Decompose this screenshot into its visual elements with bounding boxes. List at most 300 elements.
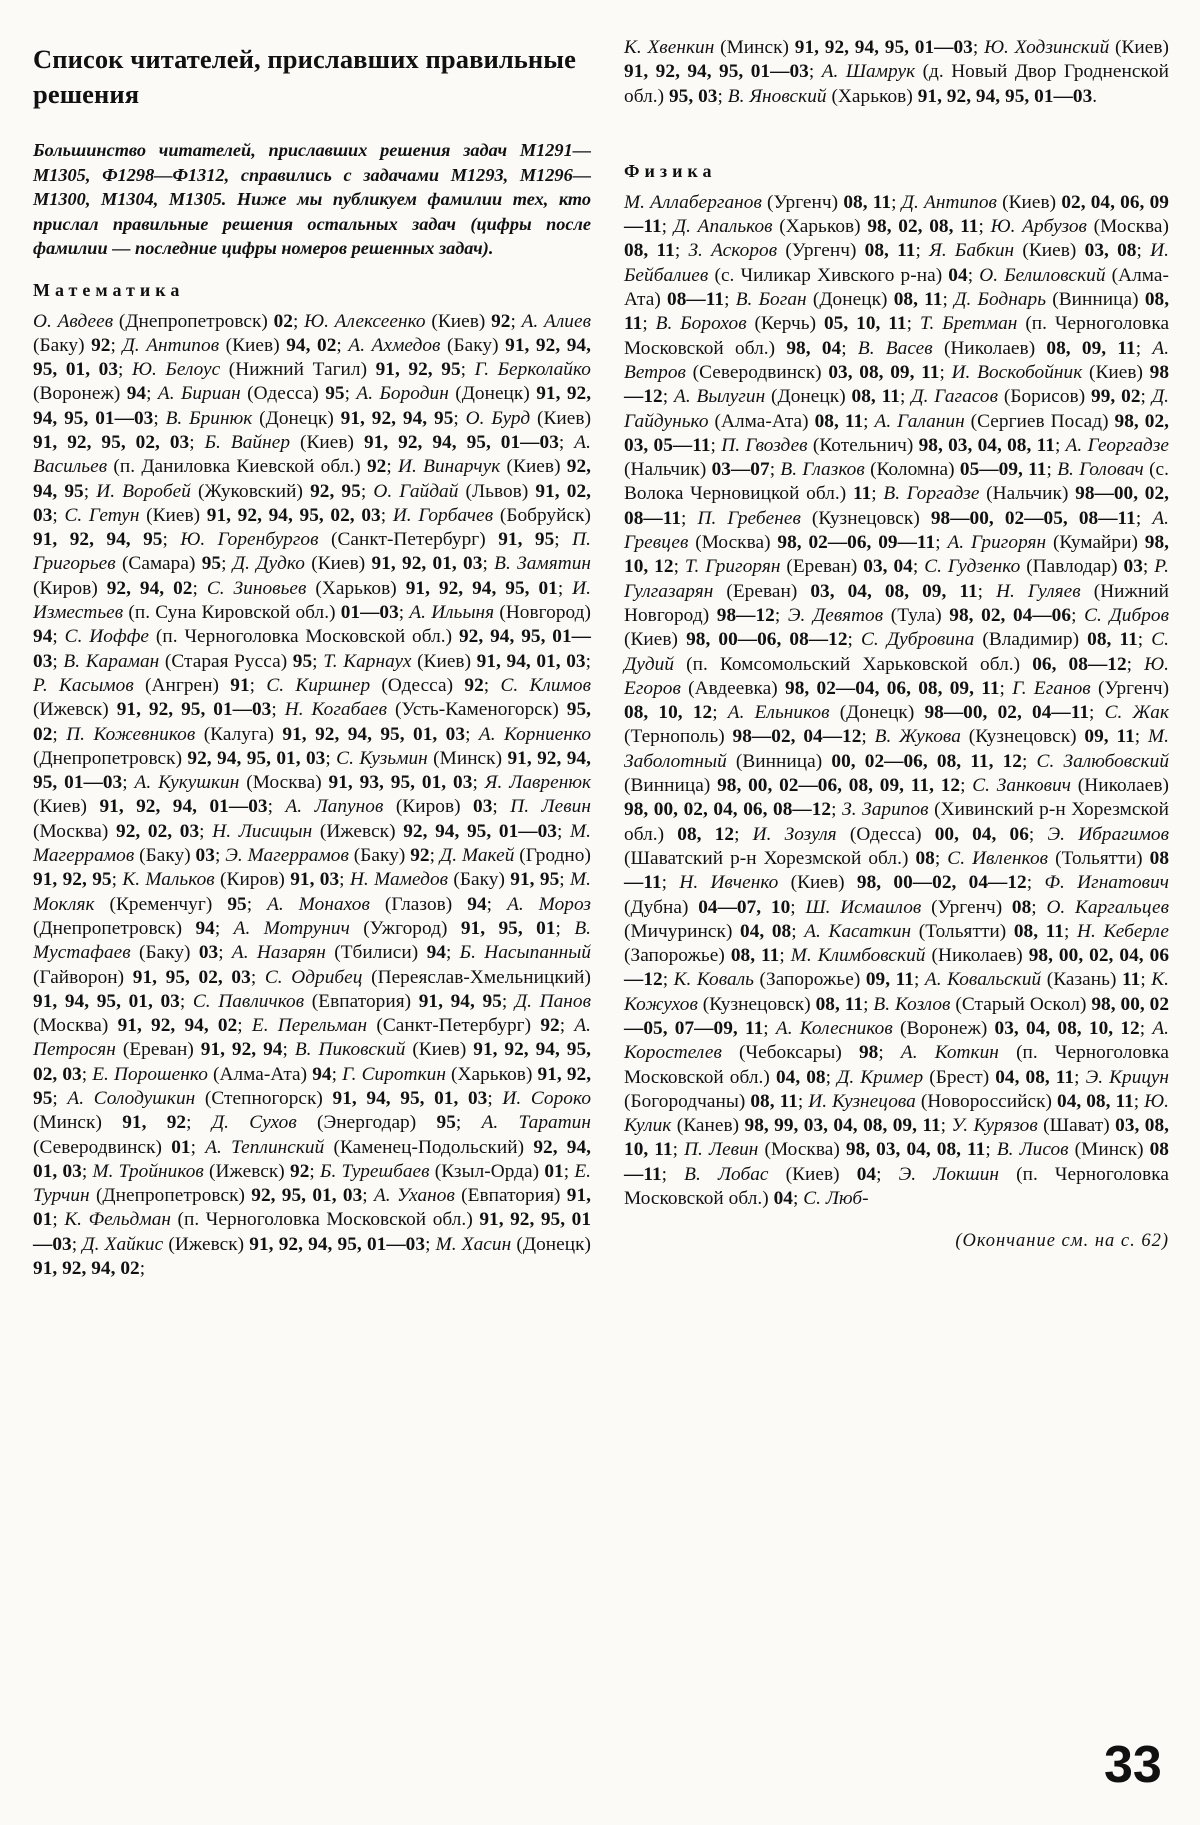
reader-entry: А. Колесников (Воронеж) 03, 04, 08, 10, 12; bbox=[775, 1017, 1153, 1039]
reader-name: С. Климов bbox=[500, 674, 591, 696]
reader-city: Ижевск bbox=[326, 820, 390, 842]
reader-name: Т. Бретман bbox=[919, 313, 1018, 335]
reader-city: Харьков bbox=[321, 577, 391, 599]
reader-name: Б. Насыпанный bbox=[459, 942, 592, 964]
reader-numbers: 91, 92, 94, 01—03 bbox=[99, 796, 268, 818]
reader-city: Санкт-Петербург bbox=[337, 529, 480, 551]
reader-entry: Д. Антипов (Киев) 02, 04, 06, 09—11; bbox=[624, 191, 1169, 238]
reader-entry: Т. Григорян (Ереван) 03, 04; bbox=[684, 556, 925, 578]
reader-city: Одесса bbox=[387, 674, 447, 696]
reader-name: В. Лисов bbox=[996, 1139, 1069, 1161]
right-column bbox=[624, 30, 1169, 1252]
reader-numbers: 09, 11 bbox=[1084, 726, 1135, 748]
reader-numbers: 08, 11 bbox=[893, 289, 943, 311]
reader-city: Борисов bbox=[1010, 386, 1079, 408]
reader-name-partial: С. Люб- bbox=[803, 1188, 869, 1210]
reader-numbers: 01 bbox=[171, 1136, 191, 1158]
reader-name: С. Гудзенко bbox=[924, 556, 1021, 578]
reader-numbers: 91, 92, 94, 95, 01—03 bbox=[624, 61, 809, 83]
reader-city: Баку bbox=[39, 334, 79, 356]
reader-numbers: 04 bbox=[948, 264, 968, 286]
reader-name: А. Коткин bbox=[900, 1042, 999, 1064]
reader-entry: Ш. Исмаилов (Ургенч) 08; bbox=[805, 896, 1047, 918]
reader-entry: В. Васев (Николаев) 08, 09, 11; bbox=[857, 337, 1153, 359]
reader-entry: И. Воскобойник (Киев) 98—12; bbox=[624, 361, 1170, 408]
reader-entry: С. Дубровина (Владимир) 08, 11; bbox=[860, 629, 1152, 651]
reader-entry: П. Левин (Москва) 92, 02, 03; bbox=[33, 796, 591, 842]
reader-name: Н. Ивченко bbox=[679, 872, 779, 894]
reader-city: Москва bbox=[1100, 216, 1163, 238]
reader-city: Николаев bbox=[950, 337, 1029, 359]
reader-city: п. Черноголовка Московской обл. bbox=[624, 313, 1170, 359]
reader-entry: А. Назарян (Тбилиси) 94; bbox=[231, 942, 460, 964]
reader-entry: С. Гудзенко (Павлодар) 03; bbox=[924, 556, 1155, 578]
reader-entry: М. Мокляк (Кременчуг) 95; bbox=[33, 869, 592, 915]
reader-numbers: 91, 95 bbox=[510, 869, 560, 891]
reader-city: Ереван bbox=[792, 556, 851, 578]
reader-numbers: 98, 10, 12 bbox=[624, 532, 1170, 578]
reader-entry: Ю. Белоус (Нижний Тагил) 91, 92, 95; bbox=[132, 359, 475, 381]
reader-name: З. Зарипов bbox=[842, 799, 929, 821]
reader-numbers: 08, 10, 12 bbox=[624, 702, 713, 724]
reader-city: Нальчик bbox=[992, 483, 1062, 505]
reader-name: П. Левин bbox=[510, 796, 591, 818]
reader-entry: М. Тройников (Ижевск) 92; bbox=[92, 1160, 321, 1182]
reader-numbers: 95 bbox=[292, 650, 313, 672]
reader-city: Каменец-Подольский bbox=[340, 1136, 518, 1158]
reader-entry: А. Бириан (Одесса) 95; bbox=[157, 383, 357, 405]
reader-name: Д. Апальков bbox=[673, 216, 773, 238]
reader-city: Киев bbox=[418, 1039, 460, 1061]
continuation-note: (Окончание см. на с. 62) bbox=[955, 1231, 1169, 1252]
reader-entry: Э. Локшин (п. Черноголовка Московской обл.) 04; bbox=[624, 1163, 1170, 1210]
reader-name: А. Лапунов bbox=[285, 796, 384, 818]
reader-city: Днепропетровск bbox=[39, 747, 176, 769]
reader-name: А. Колесников bbox=[775, 1017, 893, 1039]
reader-numbers: 94, 02 bbox=[286, 334, 337, 356]
reader-name: И. Воробей bbox=[96, 480, 191, 502]
reader-numbers: 08, 12 bbox=[677, 823, 735, 845]
reader-numbers: 92 bbox=[410, 845, 430, 867]
reader-entry: П. Гвоздев (Котельнич) 98, 03, 04, 08, 11; bbox=[721, 434, 1066, 456]
reader-name: М. Аллаберганов bbox=[624, 191, 762, 213]
reader-entry: К. Хвенкин (Минск) 91, 92, 94, 95, 01—03; bbox=[624, 37, 985, 58]
reader-name: С. Гетун bbox=[64, 504, 140, 526]
reader-city: п. Черноголовка Московской обл. bbox=[162, 626, 446, 648]
reader-city: Ургенч bbox=[1104, 677, 1163, 699]
reader-numbers: 98—02, 04—12 bbox=[732, 726, 862, 748]
reader-entry: В. Глазков (Коломна) 05—09, 11; bbox=[780, 459, 1058, 481]
reader-name: С. Иоффе bbox=[64, 626, 150, 648]
reader-name: В. Головач bbox=[1057, 459, 1144, 481]
reader-entry: А. Гревцев (Москва) 98, 02—06, 09—11; bbox=[624, 507, 1170, 554]
reader-numbers: 92, 94, 95, 01—03 bbox=[33, 626, 592, 672]
reader-name: М. Климбовский bbox=[790, 945, 926, 967]
reader-numbers: 08, 11 bbox=[843, 191, 892, 213]
reader-numbers: 91, 93, 95, 01, 03 bbox=[328, 772, 473, 794]
reader-name: И. Зозуля bbox=[752, 823, 837, 845]
reader-name: А. Мотрунич bbox=[233, 917, 350, 939]
reader-city: п. Черноголовка Московской обл. bbox=[184, 1209, 467, 1231]
reader-name: Е. Перельман bbox=[251, 1015, 368, 1037]
reader-numbers: 98—00, 02—05, 08—11 bbox=[930, 507, 1136, 529]
reader-entry: А. Георгадзе (Нальчик) 03—07; bbox=[624, 434, 1169, 481]
reader-name: А. Мороз bbox=[507, 893, 591, 915]
reader-entry: А. Ковальский (Казань) 11; bbox=[924, 969, 1152, 991]
reader-numbers: 94 bbox=[467, 893, 487, 915]
reader-name: А. Шамрук bbox=[821, 61, 916, 83]
reader-numbers: 94 bbox=[33, 626, 53, 648]
reader-name: П. Кожевников bbox=[66, 723, 196, 745]
reader-name: Ю. Арбузов bbox=[990, 216, 1087, 238]
reader-numbers: 03 bbox=[195, 845, 215, 867]
reader-city: Старый Оскол bbox=[961, 993, 1080, 1015]
reader-city: Северодвинск bbox=[39, 1136, 156, 1158]
reader-entry: В. Головач (с. Волока Черновицкой обл.) 11; bbox=[624, 459, 1170, 505]
reader-entry: С. Гетун (Киев) 91, 92, 94, 95, 02, 03; bbox=[64, 504, 393, 526]
reader-city: Винница bbox=[630, 775, 704, 797]
reader-name: В. Лобас bbox=[684, 1163, 769, 1185]
intro-paragraph: Большинство читателей, приславших решения задач М1291—М1305, Ф1298—Ф1312, справились с задачами М1293, М1296—М1300, М1304, М1305. Ниже мы публикуем фамилии тех, кто прислал правильные решения остальных задач (цифры после фамилии — последние цифры номеров решенных задач). bbox=[33, 140, 591, 258]
reader-name: А. Петросян bbox=[33, 1015, 592, 1061]
reader-numbers: 08, 11 bbox=[1087, 629, 1138, 651]
reader-entry: П. Гребенев (Кузнецовск) 98—00, 02—05, 08—11; bbox=[697, 507, 1153, 529]
reader-numbers: 91, 92, 94, 95, 01—03 bbox=[917, 85, 1093, 107]
reader-city: Санкт-Петербург bbox=[382, 1015, 525, 1037]
reader-entry: И. Изместьев (п. Суна Кировской обл.) 01—03; bbox=[33, 577, 592, 624]
reader-name: С. Жак bbox=[1104, 702, 1170, 724]
reader-city: д. Новый Двор Гродненской обл. bbox=[624, 61, 1169, 107]
reader-name: В. Пиковский bbox=[294, 1039, 406, 1061]
reader-city: Киев bbox=[797, 872, 839, 894]
reader-numbers: 08, 11 bbox=[851, 386, 900, 408]
reader-numbers: 98—00, 02, 04—11 bbox=[924, 702, 1090, 724]
reader-numbers: 91, 95 bbox=[498, 529, 555, 551]
reader-entry: И. Винарчук (Киев) 92, 94, 95; bbox=[33, 456, 592, 502]
reader-name: А. Ахмедов bbox=[348, 334, 441, 356]
reader-city: Донецк bbox=[846, 702, 908, 724]
reader-city: Днепропетровск bbox=[39, 917, 176, 939]
reader-city: Шават bbox=[1049, 1115, 1104, 1137]
reader-numbers: 08—11 bbox=[624, 847, 1170, 894]
reader-numbers: 95 bbox=[201, 553, 222, 575]
reader-name: А. Георгадзе bbox=[1065, 434, 1169, 456]
reader-numbers: 98, 99, 03, 04, 08, 09, 11 bbox=[744, 1115, 941, 1137]
reader-numbers: 98, 00—06, 08—12 bbox=[686, 629, 848, 651]
reader-entry: В. Боган (Донецк) 08, 11; bbox=[735, 289, 955, 311]
reader-city: п. Даниловка Киевской обл. bbox=[119, 456, 355, 478]
reader-name: В. Горгадзе bbox=[883, 483, 980, 505]
reader-name: С. Павличков bbox=[192, 990, 305, 1012]
reader-city: Днепропетровск bbox=[102, 1185, 239, 1207]
reader-city: Ереван bbox=[732, 580, 791, 602]
reader-city: Киев bbox=[792, 1163, 834, 1185]
reader-numbers: 04, 08, 11 bbox=[995, 1066, 1075, 1088]
reader-city: Минск bbox=[726, 37, 783, 58]
reader-city: Хивинский р-н Хорезмской обл. bbox=[624, 799, 1169, 845]
reader-city: Канев bbox=[683, 1115, 733, 1137]
reader-entry: И. Горбачев (Бобруйск) 91, 92, 94, 95; bbox=[33, 504, 592, 551]
reader-name: Э. Локшин bbox=[898, 1163, 1000, 1185]
reader-entry: Ю. Ходзинский (Киев) 91, 92, 94, 95, 01—03; bbox=[624, 37, 1170, 83]
reader-name: И. Кузнецова bbox=[808, 1090, 916, 1112]
reader-city: Тула bbox=[897, 604, 936, 626]
reader-name: Д. Хайкис bbox=[82, 1233, 164, 1255]
reader-entry: В. Горгадзе (Нальчик) 98—00, 02, 08—11; bbox=[624, 483, 1170, 529]
reader-numbers: 91, 92, 94, 95, 01—03 bbox=[249, 1233, 426, 1255]
reader-numbers: 94 bbox=[195, 917, 215, 939]
reader-numbers: 08, 11 bbox=[815, 993, 864, 1015]
reader-name: Б. Турешбаев bbox=[320, 1160, 430, 1182]
reader-numbers: 98, 02, 04—06 bbox=[949, 604, 1072, 626]
reader-numbers: 03, 08, 09, 11 bbox=[828, 361, 940, 383]
reader-numbers: 98, 03, 04, 08, 11 bbox=[845, 1139, 986, 1161]
reader-entry: В. Бринюк (Донецк) 91, 92, 94, 95; bbox=[165, 407, 466, 429]
reader-city: с. Волока Черновицкой обл. bbox=[624, 459, 1170, 505]
reader-numbers: 03, 08 bbox=[1084, 240, 1137, 262]
reader-name: С. Зиновьев bbox=[206, 577, 307, 599]
reader-city: Москва bbox=[252, 772, 316, 794]
reader-numbers: 91, 03 bbox=[290, 869, 340, 891]
reader-numbers: 98, 00, 02, 04, 06—12 bbox=[624, 945, 1170, 991]
reader-city: Новгород bbox=[505, 602, 585, 624]
reader-name: М. Хасин bbox=[435, 1233, 512, 1255]
reader-name: Д. Макей bbox=[439, 845, 515, 867]
reader-city: Ижевск bbox=[39, 699, 103, 721]
reader-city: Кузнецовск bbox=[975, 726, 1071, 748]
reader-numbers: 03, 08, 10, 11 bbox=[624, 1115, 1170, 1161]
reader-city: Ургенч bbox=[937, 896, 996, 918]
reader-numbers: 91, 94, 01, 03 bbox=[476, 650, 586, 672]
reader-numbers: 98, 00, 02, 04, 06, 08—12 bbox=[624, 799, 832, 821]
reader-entry: А. Галанин (Сергиев Посад) 98, 02, 03, 05—11; bbox=[624, 410, 1170, 456]
reader-entry: Н. Ивченко (Киев) 98, 00—02, 04—12; bbox=[679, 872, 1045, 894]
reader-numbers: 00, 02—06, 08, 11, 12 bbox=[831, 750, 1022, 772]
reader-numbers: 03 bbox=[473, 796, 493, 818]
reader-numbers: 01—03 bbox=[340, 602, 399, 624]
math-list-continued bbox=[624, 36, 1169, 109]
reader-city: Жуковский bbox=[204, 480, 297, 502]
reader-name: Я. Лавренюк bbox=[484, 772, 592, 794]
reader-entry: Ю. Егоров (Авдеевка) 98, 02—04, 06, 08, 09, 11; bbox=[624, 653, 1169, 699]
reader-city: Тернополь bbox=[630, 726, 719, 748]
reader-entry: П. Григорьев (Самара) 95; bbox=[33, 529, 592, 575]
reader-city: Ижевск bbox=[215, 1160, 279, 1182]
reader-name: М. Заболотный bbox=[624, 726, 1169, 772]
reader-name: С. Дибров bbox=[1084, 604, 1170, 626]
reader-entry: К. Фельдман (п. Черноголовка Московской обл.) 91, 92, 95, 01—03; bbox=[33, 1209, 592, 1255]
reader-city: Киев bbox=[1028, 240, 1070, 262]
reader-entry: Э. Ибрагимов (Шаватский р-н Хорезмской обл.) 08; bbox=[624, 823, 1170, 869]
reader-numbers: 98—00, 02, 08—11 bbox=[624, 483, 1170, 529]
reader-city: Кременчуг bbox=[116, 893, 206, 915]
reader-entry: В. Козлов (Старый Оскол) 98, 00, 02—05, 07—09, 11; bbox=[624, 993, 1170, 1039]
reader-numbers: 91, 94, 95 bbox=[418, 990, 502, 1012]
reader-entry: М. Климбовский (Николаев) 98, 00, 02, 04, 06—12; bbox=[624, 945, 1170, 991]
reader-name: С. Дубровина bbox=[860, 629, 975, 651]
reader-name: Д. Кример bbox=[837, 1066, 924, 1088]
math-list bbox=[33, 310, 591, 1282]
reader-city: Казань bbox=[1053, 969, 1110, 991]
reader-numbers: 91, 92, 95, 01—03 bbox=[116, 699, 272, 721]
reader-name: В. Боган bbox=[735, 289, 807, 311]
reader-entry: А. Кукушкин (Москва) 91, 93, 95, 01, 03; bbox=[134, 772, 485, 794]
reader-city: Киров bbox=[39, 577, 92, 599]
reader-name: А. Галанин bbox=[874, 410, 965, 432]
reader-numbers: 06, 08—12 bbox=[1032, 653, 1127, 675]
reader-entry: М. Хасин (Донецк) 91, 92, 94, 02; bbox=[33, 1233, 592, 1280]
reader-numbers: 04—07, 10 bbox=[698, 896, 791, 918]
reader-entry: К. Коваль (Запорожье) 09, 11; bbox=[673, 969, 925, 991]
reader-name: А. Корниенко bbox=[478, 723, 592, 745]
reader-entry: А. Лапунов (Киров) 03; bbox=[285, 796, 511, 818]
reader-entry: Б. Турешбаев (Кзыл-Орда) 01; bbox=[320, 1160, 575, 1182]
reader-name: Э. Девятов bbox=[787, 604, 884, 626]
reader-name: Ю. Егоров bbox=[624, 653, 1169, 699]
reader-name: А. Ельников bbox=[727, 702, 830, 724]
reader-name: С. Занкович bbox=[972, 775, 1072, 797]
reader-name: А. Монахов bbox=[267, 893, 370, 915]
reader-city: Степногорск bbox=[211, 1088, 317, 1109]
reader-city: Харьков bbox=[457, 1063, 526, 1085]
reader-city: Ангрен bbox=[151, 674, 213, 696]
reader-city: Нижний Новгород bbox=[624, 580, 1170, 626]
reader-name: М. Тройников bbox=[92, 1160, 204, 1182]
reader-entry: А. Ветров (Северодвинск) 03, 08, 09, 11; bbox=[624, 337, 1170, 383]
reader-numbers: 95, 03 bbox=[668, 85, 718, 107]
reader-name: З. Аскоров bbox=[688, 240, 778, 262]
reader-city: Шаватский р-н Хорезмской обл. bbox=[630, 847, 902, 869]
reader-entry: О. Каргальцев (Мичуринск) 04, 08; bbox=[624, 896, 1170, 942]
reader-name: В. Васев bbox=[857, 337, 933, 359]
reader-entry: С. Одрибец (Переяслав-Хмельницкий) 91, 94, 95, 01, 03; bbox=[33, 966, 591, 1012]
reader-numbers: 04, 08 bbox=[740, 920, 792, 942]
reader-numbers: 91, 02, 03 bbox=[33, 480, 592, 526]
reader-numbers: 94 bbox=[312, 1063, 332, 1085]
reader-entry: Т. Карнаух (Киев) 91, 94, 01, 03; bbox=[323, 650, 592, 672]
reader-name: Э. Ибрагимов bbox=[1047, 823, 1170, 845]
reader-name: Ю. Алексеенко bbox=[304, 310, 426, 332]
article-title: Список читателей, приславших правильные решения bbox=[33, 44, 576, 109]
reader-city: Николаев bbox=[1084, 775, 1163, 797]
reader-city: Усть-Каменогорск bbox=[401, 699, 553, 721]
reader-numbers: 11 bbox=[852, 483, 872, 505]
reader-numbers: 91, 92 bbox=[122, 1112, 187, 1134]
reader-name: Д. Панов bbox=[514, 990, 592, 1012]
reader-entry: С. Дибров (Киев) 98, 00—06, 08—12; bbox=[624, 604, 1170, 651]
reader-city: Кузнецовск bbox=[818, 507, 914, 529]
reader-city: Запорожье bbox=[630, 945, 719, 967]
reader-numbers: 04, 08 bbox=[775, 1066, 826, 1088]
reader-numbers: 91, 94, 95, 01, 03 bbox=[33, 990, 180, 1012]
reader-entry: Я. Лавренюк (Киев) 91, 92, 94, 01—03; bbox=[33, 772, 592, 818]
reader-entry: В. Яновский (Харьков) 91, 92, 94, 95, 01—03. bbox=[727, 85, 1098, 107]
reader-numbers: 08—11 bbox=[624, 1139, 1169, 1185]
reader-city: Авдеевка bbox=[694, 677, 772, 699]
reader-city: Минск bbox=[439, 747, 496, 769]
reader-entry: А. Григорян (Кумайри) 98, 10, 12; bbox=[624, 532, 1170, 578]
reader-entry: Ю. Арбузов (Москва) 08, 11; bbox=[624, 216, 1170, 262]
reader-numbers: 91, 92, 95 bbox=[33, 869, 112, 891]
reader-numbers: 91, 92, 94, 95, 01—03 bbox=[33, 747, 591, 794]
reader-entry: Д. Макей (Гродно) 91, 92, 95; bbox=[33, 845, 591, 891]
reader-name: М. Мокляк bbox=[33, 869, 592, 915]
reader-name: К. Мальков bbox=[122, 869, 215, 891]
reader-name: С. Залюбовский bbox=[1036, 750, 1170, 772]
reader-city: Коломна bbox=[876, 459, 949, 481]
reader-numbers: 94 bbox=[426, 942, 446, 964]
reader-numbers: 91, 92, 94, 95, 01, 03 bbox=[33, 334, 591, 381]
reader-name: И. Изместьев bbox=[33, 577, 592, 624]
reader-city: Котельнич bbox=[819, 434, 907, 456]
reader-name: Р. Гулгазарян bbox=[624, 556, 1170, 602]
reader-city: Баку bbox=[145, 942, 185, 964]
reader-city: п. Черноголовка Московской обл. bbox=[624, 1042, 1170, 1088]
reader-name: О. Белиловский bbox=[979, 264, 1106, 286]
reader-entry: Д. Дудко (Киев) 91, 92, 01, 03; bbox=[232, 553, 495, 575]
reader-city: Северодвинск bbox=[699, 361, 816, 383]
reader-name: О. Каргальцев bbox=[1046, 896, 1170, 918]
reader-city: Киев bbox=[317, 553, 359, 575]
reader-name: В. Замятин bbox=[494, 553, 592, 575]
physics-list bbox=[624, 191, 1169, 1211]
reader-name: Ф. Игнатович bbox=[1044, 872, 1170, 894]
reader-city: Брест bbox=[935, 1066, 983, 1088]
reader-name: А. Касаткин bbox=[804, 920, 912, 942]
reader-city: Павлодар bbox=[1032, 556, 1112, 578]
reader-entry: С. Дудий (п. Комсомольский Харьковской обл.) 06, 08—12; bbox=[624, 629, 1170, 675]
reader-entry: Г. Берколайко (Воронеж) 94; bbox=[33, 359, 591, 405]
reader-numbers: 91, 92, 95, 01—03 bbox=[33, 1209, 592, 1255]
reader-name: Д. Антипов bbox=[901, 191, 997, 213]
reader-entry: Ю. Алексеенко (Киев) 92; bbox=[304, 310, 522, 332]
reader-entry: Э. Девятов (Тула) 98, 02, 04—06; bbox=[787, 604, 1085, 626]
section-heading-physics: Физика bbox=[624, 160, 717, 181]
reader-entry: В. Лобас (Киев) 04; bbox=[684, 1163, 899, 1185]
reader-entry: Д. Апальков (Харьков) 98, 02, 08, 11; bbox=[673, 216, 991, 238]
reader-numbers: 98—12 bbox=[624, 361, 1170, 408]
reader-city: Гайворон bbox=[39, 966, 118, 988]
reader-numbers: 98, 00, 02—05, 07—09, 11 bbox=[624, 993, 1170, 1039]
reader-name: Ш. Исмаилов bbox=[805, 896, 922, 918]
reader-city: Алма-Ата bbox=[219, 1063, 301, 1085]
reader-city: Днепропетровск bbox=[125, 310, 262, 332]
reader-numbers: 91, 92, 94, 95, 01—03 bbox=[794, 37, 973, 58]
reader-city: Тольятти bbox=[1061, 847, 1137, 869]
reader-numbers: 04 bbox=[856, 1163, 877, 1185]
reader-numbers: 92 bbox=[91, 334, 111, 356]
reader-name: А. Коростелев bbox=[624, 1017, 1170, 1064]
reader-entry: Р. Касымов (Ангрен) 91; bbox=[33, 674, 267, 696]
reader-name: В. Глазков bbox=[780, 459, 865, 481]
reader-numbers: 91, 92, 95 bbox=[375, 359, 461, 381]
reader-numbers: 91, 92, 94, 95, 01, 03 bbox=[282, 723, 466, 745]
reader-numbers: 91, 01 bbox=[33, 1185, 592, 1231]
reader-entry: И. Бейбалиев (с. Чиликар Хивского р-на) 04; bbox=[624, 240, 1169, 286]
reader-entry: Д. Боднарь (Винница) 08, 11; bbox=[624, 289, 1170, 335]
reader-city: Алма-Ата bbox=[720, 410, 803, 432]
reader-entry: Д. Кример (Брест) 04, 08, 11; bbox=[837, 1066, 1086, 1088]
reader-name: О. Гайдай bbox=[373, 480, 459, 502]
reader-name: А. Бородин bbox=[356, 383, 449, 405]
reader-numbers: 91, 92, 94, 95, 01—03 bbox=[363, 431, 559, 453]
reader-name: А. Назарян bbox=[231, 942, 326, 964]
reader-entry: А. Бородин (Донецк) 91, 92, 94, 95, 01—03; bbox=[33, 383, 592, 429]
reader-numbers: 08, 11 bbox=[624, 289, 1170, 335]
reader-entry: Н. Мамедов (Баку) 91, 95; bbox=[349, 869, 571, 891]
reader-numbers: 98, 02, 08, 11 bbox=[867, 216, 979, 238]
reader-entry: У. Курязов (Шават) 03, 08, 10, 11; bbox=[624, 1115, 1170, 1161]
